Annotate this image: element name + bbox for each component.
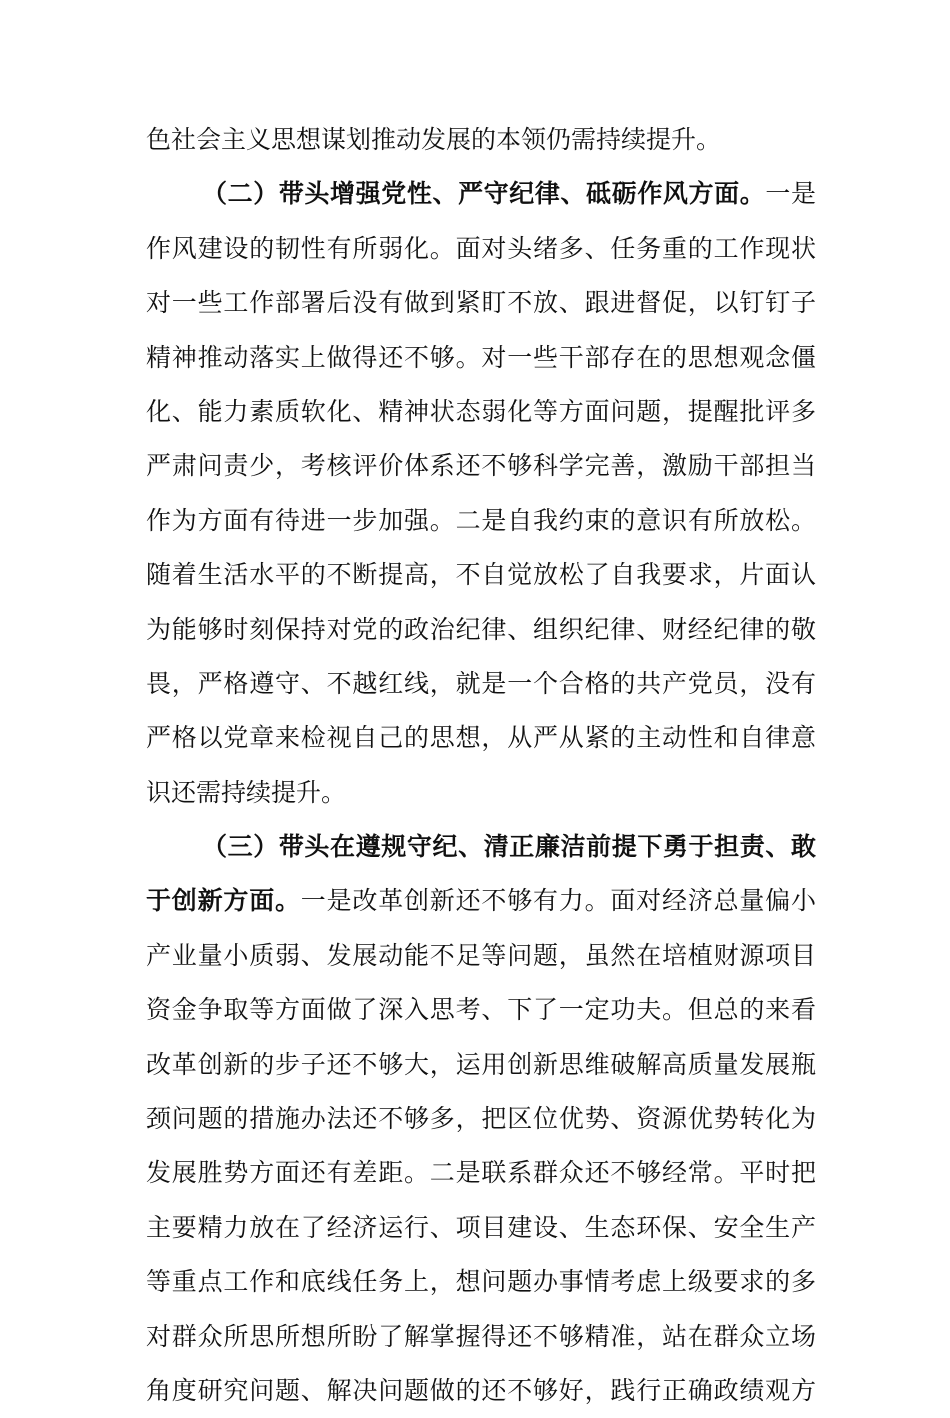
section-heading: （二）带头增强党性、严守纪律、砥砺作风方面。 xyxy=(202,179,766,209)
text-segment: 色社会主义思想谋划推动发展的本领仍需持续提升。 xyxy=(146,125,722,154)
text-segment: 改革创新的步子还不够大，运用创新思维破解高质量发展瓶 xyxy=(146,1049,816,1079)
text-line xyxy=(146,1038,816,1092)
paragraph-heading-line xyxy=(146,167,816,221)
text-line xyxy=(146,603,816,657)
text-segment: 作风建设的韧性有所弱化。面对头绪多、任务重的工作现状 xyxy=(146,233,816,263)
text-line xyxy=(146,983,816,1037)
text-segment: 严肃问责少，考核评价体系还不够科学完善，激励干部担当 xyxy=(146,451,816,481)
text-segment: 一是改革创新还不够有力。面对经济总量偏小 xyxy=(300,886,816,916)
text-segment: 作为方面有待进一步加强。二是自我约束的意识有所放松。 xyxy=(146,505,816,535)
section-heading: （三）带头在遵规守纪、清正廉洁前提下勇于担责、敢 xyxy=(202,832,816,862)
text-segment: 一是 xyxy=(765,179,816,209)
text-segment: 发展胜势方面还有差距。二是联系群众还不够经常。平时把 xyxy=(146,1158,816,1188)
text-line xyxy=(146,1364,816,1418)
text-line xyxy=(146,222,816,276)
section-heading: 于创新方面。 xyxy=(146,886,301,916)
text-line xyxy=(146,548,816,602)
text-line xyxy=(146,1201,816,1255)
text-segment: 严格以党章来检视自己的思想，从严从紧的主动性和自律意 xyxy=(146,723,816,753)
text-line xyxy=(146,1092,816,1146)
text-line xyxy=(146,1310,816,1364)
text-segment: 主要精力放在了经济运行、项目建设、生态环保、安全生产 xyxy=(146,1212,816,1242)
text-line xyxy=(146,113,816,167)
text-segment: 对群众所思所想所盼了解掌握得还不够精准，站在群众立场 xyxy=(146,1321,816,1351)
text-line xyxy=(146,1255,816,1309)
text-segment: 等重点工作和底线任务上，想问题办事情考虑上级要求的多 xyxy=(146,1267,816,1297)
text-line xyxy=(146,439,816,493)
text-line xyxy=(146,711,816,765)
text-line xyxy=(146,929,816,983)
document-body xyxy=(146,113,816,1418)
text-segment: 颈问题的措施办法还不够多，把区位优势、资源优势转化为 xyxy=(146,1104,816,1134)
text-segment: 化、能力素质软化、精神状态弱化等方面问题，提醒批评多 xyxy=(146,396,816,426)
text-line xyxy=(146,494,816,548)
text-line xyxy=(146,1146,816,1200)
text-line xyxy=(146,657,816,711)
text-segment: 随着生活水平的不断提高，不自觉放松了自我要求，片面认 xyxy=(146,560,816,590)
text-segment: 产业量小质弱、发展动能不足等问题，虽然在培植财源项目 xyxy=(146,940,816,970)
text-line xyxy=(146,331,816,385)
text-segment: 识还需持续提升。 xyxy=(146,777,347,807)
text-segment: 畏，严格遵守、不越红线，就是一个合格的共产党员，没有 xyxy=(146,668,816,698)
text-segment: 角度研究问题、解决问题做的还不够好，践行正确政绩观方 xyxy=(146,1375,816,1405)
text-segment: 精神推动落实上做得还不够。对一些干部存在的思想观念僵 xyxy=(146,342,816,372)
paragraph-heading-line xyxy=(146,874,816,928)
paragraph-heading-line xyxy=(146,820,816,874)
text-segment: 资金争取等方面做了深入思考、下了一定功夫。但总的来看 xyxy=(146,995,816,1025)
text-line xyxy=(146,766,816,820)
text-segment: 为能够时刻保持对党的政治纪律、组织纪律、财经纪律的敬 xyxy=(146,614,816,644)
text-line xyxy=(146,276,816,330)
text-segment: 对一些工作部署后没有做到紧盯不放、跟进督促，以钉钉子 xyxy=(146,288,816,318)
text-line xyxy=(146,385,816,439)
